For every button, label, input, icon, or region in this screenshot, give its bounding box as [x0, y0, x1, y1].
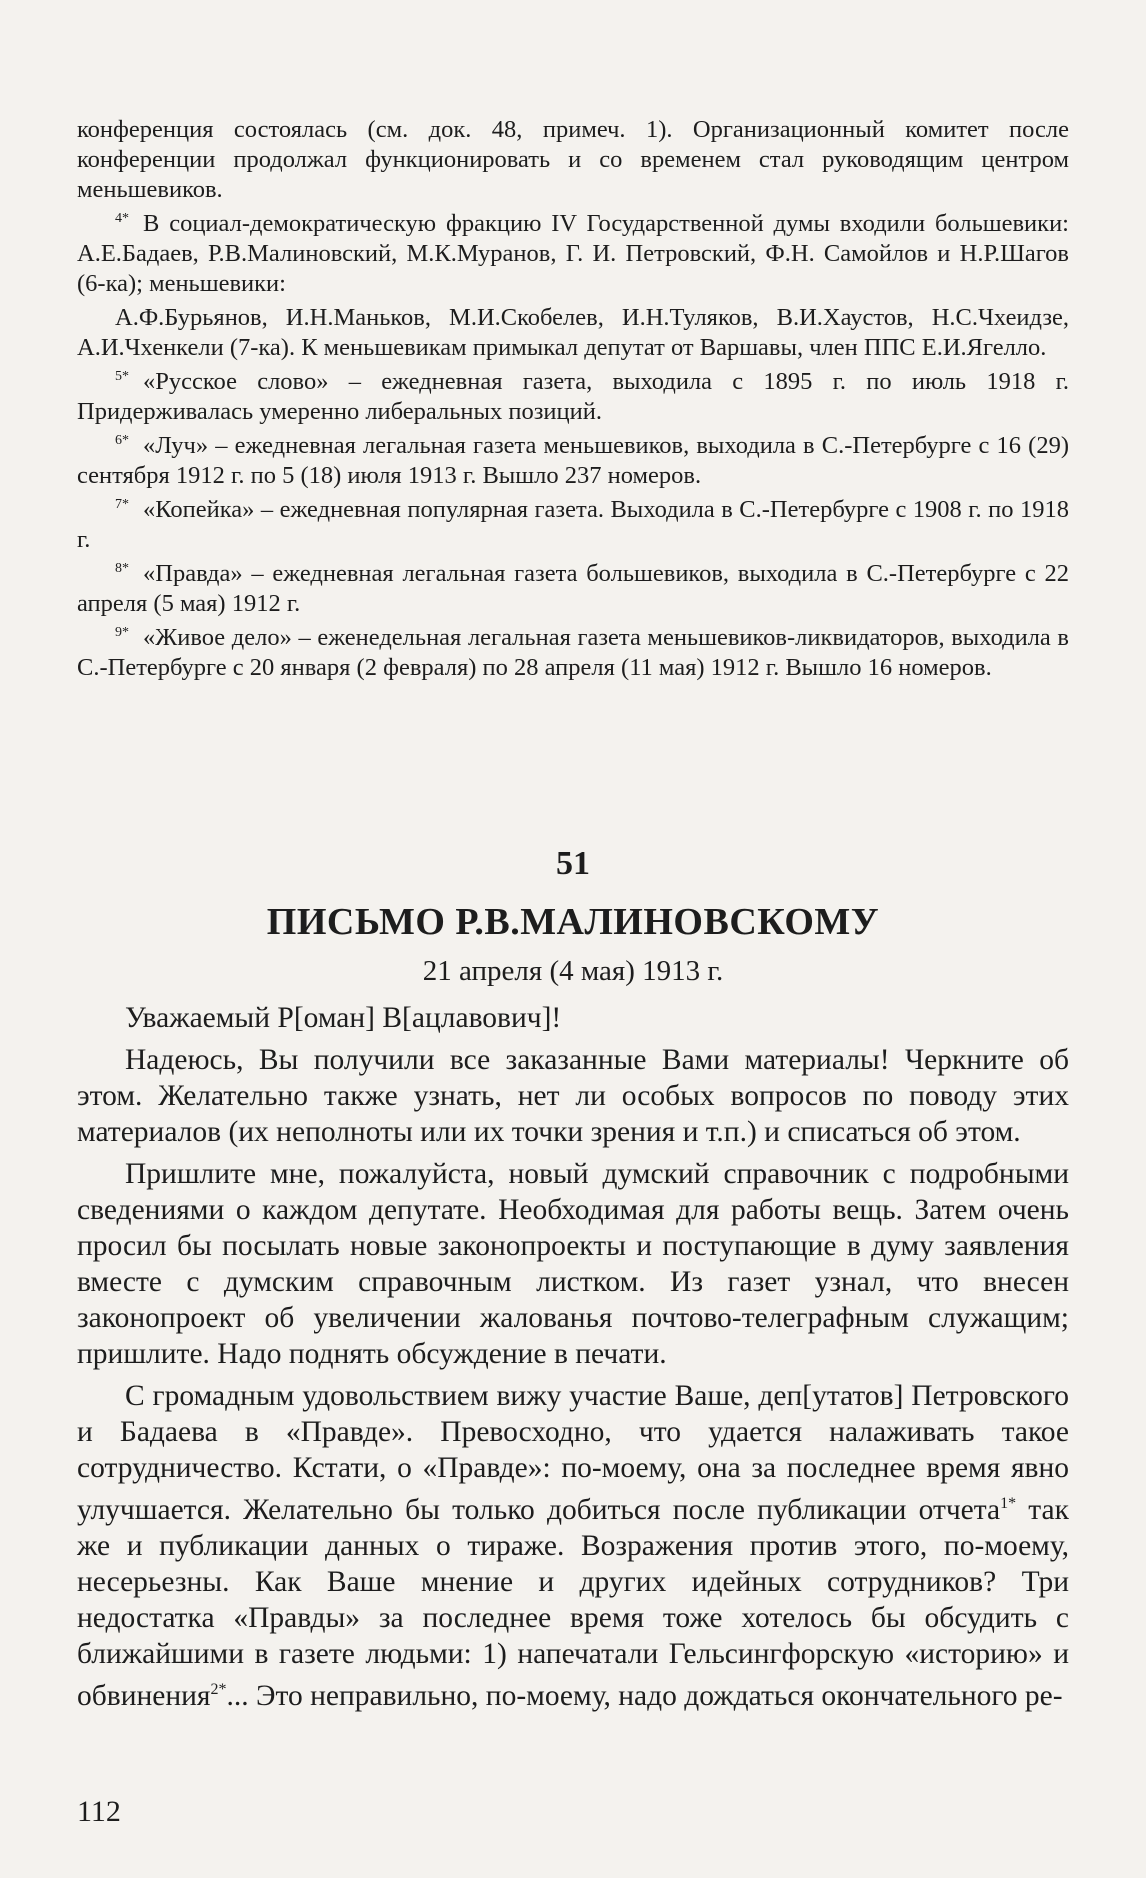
letter-paragraph: Пришлите мне, пожалуйста, новый думский справочник с подробными сведениями о каждом депутате. Необходимая для работы вещь. Затем очень просил бы посылать новые законопроекты и поступающие в думу заявления вместе с думским справочным листком. Из газет узнал, что внесен законопроект об увеличении жалованья почтово-телеграфным служащим; пришлите. Надо поднять обсуждение в печати.: [77, 1158, 1069, 1370]
letter-body: [77, 1000, 1069, 1720]
page-number: 112: [77, 1795, 121, 1828]
footnote-8: [77, 559, 1069, 619]
footnote-text: «Живое дело» – еженедельная легальная газета меньшевиков-ликвидаторов, выходила в С.-Петербурге с 20 января (2 февраля) по 28 апреля (11 мая) 1912 г. Вышло 16 номеров.: [77, 624, 1069, 681]
footnote-text: «Копейка» – ежедневная популярная газета. Выходила в С.-Петербурге с 1908 г. по 1918 г.: [77, 496, 1069, 553]
footnote-9: [77, 623, 1069, 683]
footnote-mark: 9*: [115, 624, 129, 640]
footnote-mark: 8*: [115, 560, 129, 576]
footnote-text: «Русское слово» – ежедневная газета, выходила с 1895 г. по июль 1918 г. Придерживалась умеренно либеральных позиций.: [77, 368, 1069, 425]
footnote-6: [77, 431, 1069, 491]
footnote-continuation: конференция состоялась (см. док. 48, примеч. 1). Организационный комитет после конференции продолжал функционировать и со временем стал руководящим центром меньшевиков.: [77, 116, 1069, 203]
footnote-mark: 7*: [115, 496, 129, 512]
footnote-mark: 4*: [115, 210, 129, 226]
footnote-text: «Луч» – ежедневная легальная газета меньшевиков, выходила в С.-Петербурге с 16 (29) сентября 1912 г. по 5 (18) июля 1913 г. Вышло 237 номеров.: [77, 432, 1069, 489]
footnote-text: В социал-демократическую фракцию IV Государственной думы входили большевики: А.Е.Бадаев, Р.В.Малиновский, М.К.Муранов, Г. И. Петровский, Ф.Н. Самойлов и Н.Р.Шагов (6-ка); меньшевики:: [77, 210, 1069, 297]
footnote-text: «Правда» – ежедневная легальная газета большевиков, выходила в С.-Петербурге с 22 апреля (5 мая) 1912 г.: [77, 560, 1069, 617]
footnote-7: [77, 495, 1069, 555]
footnote-mark: 6*: [115, 432, 129, 448]
document-title: ПИСЬМО Р.В.МАЛИНОВСКОМУ: [266, 901, 880, 943]
footnote-ref: 1*: [1000, 1495, 1017, 1512]
footnote-4-continued: А.Ф.Бурьянов, И.Н.Маньков, М.И.Скобелев, И.Н.Туляков, В.И.Хаустов, Н.С.Чхеидзе, А.И.Чхенкели (7-ка). К меньшевикам примыкал депутат от Варшавы, член ППС Е.И.Ягелло.: [77, 304, 1069, 361]
footnotes-block: [77, 115, 1069, 687]
document-number: 51: [556, 845, 590, 882]
footnote-4: [77, 209, 1069, 299]
letter-paragraph: [77, 1378, 1069, 1714]
paragraph-text: так же и публикации данных о тираже. Возражения против этого, по-моему, несерьезны. Как Ваше мнение и других идейных сотрудников? Три недостатка «Правды» за последнее время тоже хотелось бы обсудить с ближайшими в газете людьми: 1) напечатали Гельсингфорскую «историю» и обвинения: [77, 1493, 1069, 1712]
paragraph-text: ... Это неправильно, по-моему, надо дождаться окончательного ре-: [226, 1679, 1063, 1712]
letter-paragraph: Надеюсь, Вы получили все заказанные Вами материалы! Черкните об этом. Желательно также узнать, нет ли особых вопросов по поводу этих материалов (их неполноты или их точки зрения и т.п.) и списаться об этом.: [77, 1044, 1069, 1148]
footnote-mark: 5*: [115, 368, 129, 384]
footnote-ref: 2*: [210, 1680, 227, 1698]
letter-salutation: Уважаемый Р[оман] В[ацлавович]!: [125, 1002, 562, 1034]
footnote-5: [77, 367, 1069, 427]
document-date: 21 апреля (4 мая) 1913 г.: [422, 955, 724, 987]
paragraph-text: С громадным удовольствием вижу участие Ваше, деп[утатов] Петровского и Бадаева в «Правде». Превосходно, что удается налаживать такое сотрудничество. Кстати, о «Правде»: по-моему, она за последнее время явно улучшается. Желательно бы только добиться после публикации отчета: [77, 1380, 1069, 1526]
